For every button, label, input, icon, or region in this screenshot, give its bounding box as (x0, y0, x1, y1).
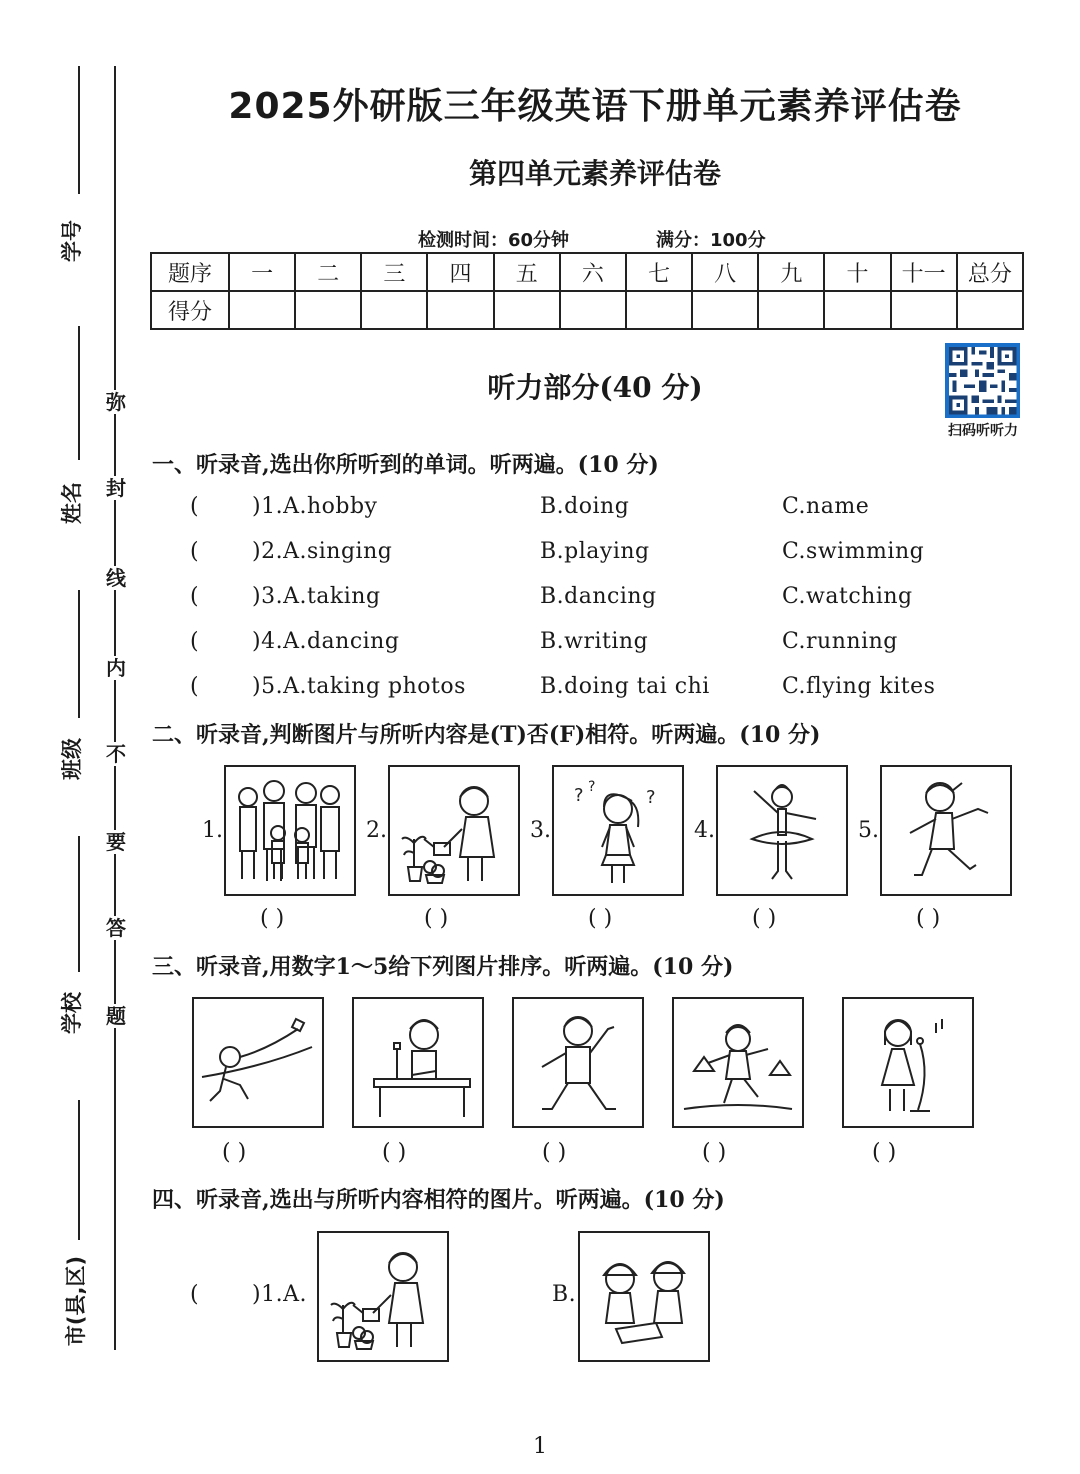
answer-bracket[interactable]: ( ) (542, 1140, 567, 1165)
score-input-cell[interactable] (758, 291, 824, 329)
answer-bracket[interactable]: ( (190, 494, 199, 519)
answer-bracket[interactable]: ( ) (382, 1140, 407, 1165)
answer-bracket[interactable]: ( (190, 674, 199, 699)
score-input-cell[interactable] (692, 291, 758, 329)
score-input-cell[interactable] (957, 291, 1023, 329)
score-input-cell[interactable] (891, 291, 957, 329)
part2-title: 二、听录音,判断图片与所听内容是(T)否(F)相符。听两遍。(10 分) (152, 722, 821, 748)
score-table-header-row (151, 253, 1023, 291)
score-input-cell[interactable] (229, 291, 295, 329)
table-cell: 总分 (957, 253, 1023, 291)
name-line-5 (78, 1100, 80, 1240)
answer-bracket[interactable]: ( (190, 629, 199, 654)
seal-char: 线 (106, 566, 126, 590)
option-a-watering-plants-picture[interactable] (317, 1231, 449, 1362)
question-option-a: )1.A. (252, 1282, 307, 1307)
question-option-a: )4.A.dancing (252, 629, 400, 654)
svg-text:?: ? (646, 787, 656, 808)
confused-girl-picture (552, 765, 684, 896)
table-cell: 八 (692, 253, 758, 291)
answer-bracket[interactable]: ( ) (260, 906, 285, 931)
table-cell: 九 (758, 253, 824, 291)
seal-char: 弥 (106, 390, 126, 414)
qr-caption: 扫码听听力 (948, 423, 1018, 439)
page-subtitle: 第四单元素养评估卷 (468, 157, 721, 190)
score-table (150, 252, 1024, 330)
class-label: 班级 (60, 738, 84, 780)
score-input-cell[interactable] (626, 291, 692, 329)
name-line-2 (78, 326, 80, 460)
picture-number: 2. (366, 818, 387, 843)
ballet-dancer-picture (716, 765, 848, 896)
table-cell: 十 (824, 253, 890, 291)
question-option-b: B.writing (540, 629, 649, 654)
seal-char: 封 (106, 476, 126, 500)
table-cell: 十一 (891, 253, 957, 291)
question-option-b: B.dancing (540, 584, 657, 609)
name-line-1 (78, 66, 80, 194)
singing-girl-picture (842, 997, 974, 1128)
score-input-cell[interactable] (824, 291, 890, 329)
picture-number: 1. (202, 818, 223, 843)
question-option-c: C.running (782, 629, 898, 654)
answer-bracket[interactable]: ( (190, 584, 199, 609)
table-cell: 四 (427, 253, 493, 291)
full-score: 满分：100分 (656, 230, 766, 251)
table-cell: 二 (295, 253, 361, 291)
question-option-c: C.swimming (782, 539, 925, 564)
answer-bracket[interactable]: ( ) (588, 906, 613, 931)
name-line-3 (78, 590, 80, 718)
skating-in-snow-picture (672, 997, 804, 1128)
flying-kite-picture (192, 997, 324, 1128)
answer-bracket[interactable]: ( ) (752, 906, 777, 931)
running-boy-picture (880, 765, 1012, 896)
picture-number: 5. (858, 818, 879, 843)
answer-bracket[interactable]: ( ) (222, 1140, 247, 1165)
answer-bracket[interactable]: ( (190, 1282, 199, 1307)
score-table-score-row (151, 291, 1023, 329)
table-cell: 五 (494, 253, 560, 291)
seal-char: 题 (106, 1004, 126, 1028)
answer-bracket[interactable]: ( ) (702, 1140, 727, 1165)
table-cell: 七 (626, 253, 692, 291)
picture-number: 3. (530, 818, 551, 843)
question-option-a: )1.A.hobby (252, 494, 378, 519)
table-cell: 一 (229, 253, 295, 291)
question-option-a: )3.A.taking (252, 584, 381, 609)
seal-char: 不 (106, 742, 126, 766)
watering-plants-picture (388, 765, 520, 896)
question-option-a: )2.A.singing (252, 539, 393, 564)
question-option-b: B. (552, 1282, 577, 1307)
score-input-cell[interactable] (295, 291, 361, 329)
part3-title: 三、听录音,用数字1～5给下列图片排序。听两遍。(10 分) (152, 954, 734, 980)
part1-title: 一、听录音,选出你所听到的单词。听两遍。(10 分) (152, 452, 659, 478)
score-input-cell[interactable] (494, 291, 560, 329)
city-label: 市(县,区) (64, 1255, 89, 1347)
tai-chi-picture (512, 997, 644, 1128)
picture-number: 4. (694, 818, 715, 843)
answer-bracket[interactable]: ( ) (872, 1140, 897, 1165)
name-line-4 (78, 836, 80, 972)
question-option-c: C.watching (782, 584, 913, 609)
seal-line (114, 66, 116, 1350)
table-cell: 六 (560, 253, 626, 291)
school-label: 学校 (60, 992, 84, 1034)
question-option-c: C.flying kites (782, 674, 936, 699)
writing-at-desk-picture (352, 997, 484, 1128)
seal-char: 要 (106, 830, 126, 854)
seal-char: 答 (106, 916, 126, 940)
qr-code-icon[interactable] (943, 343, 1022, 418)
seal-char: 内 (106, 656, 126, 680)
part4-title: 四、听录音,选出与所听内容相符的图片。听两遍。(10 分) (152, 1187, 725, 1213)
score-input-cell[interactable] (560, 291, 626, 329)
answer-bracket[interactable]: ( ) (424, 906, 449, 931)
page-title: 2025外研版三年级英语下册单元素养评估卷 (228, 86, 962, 127)
question-option-c: C.name (782, 494, 870, 519)
svg-text:?: ? (588, 779, 596, 795)
exam-time: 检测时间：60分钟 (418, 230, 570, 251)
family-picture (224, 765, 356, 896)
table-cell: 题序 (151, 253, 229, 291)
svg-text:?: ? (574, 785, 584, 806)
table-cell: 三 (361, 253, 427, 291)
question-option-a: )5.A.taking photos (252, 674, 466, 699)
question-option-b: B.playing (540, 539, 650, 564)
score-input-cell[interactable] (361, 291, 427, 329)
table-cell: 得分 (151, 291, 229, 329)
listening-section-title: 听力部分(40 分) (487, 371, 703, 404)
answer-bracket[interactable]: ( ) (916, 906, 941, 931)
score-input-cell[interactable] (427, 291, 493, 329)
name-label: 姓名 (60, 482, 84, 524)
question-option-b: B.doing tai chi (540, 674, 710, 699)
question-option-b: B.doing (540, 494, 630, 519)
answer-bracket[interactable]: ( (190, 539, 199, 564)
page-number: 1 (533, 1434, 547, 1459)
option-b-drawing-picture[interactable] (578, 1231, 710, 1362)
student-id-label: 学号 (60, 220, 84, 262)
